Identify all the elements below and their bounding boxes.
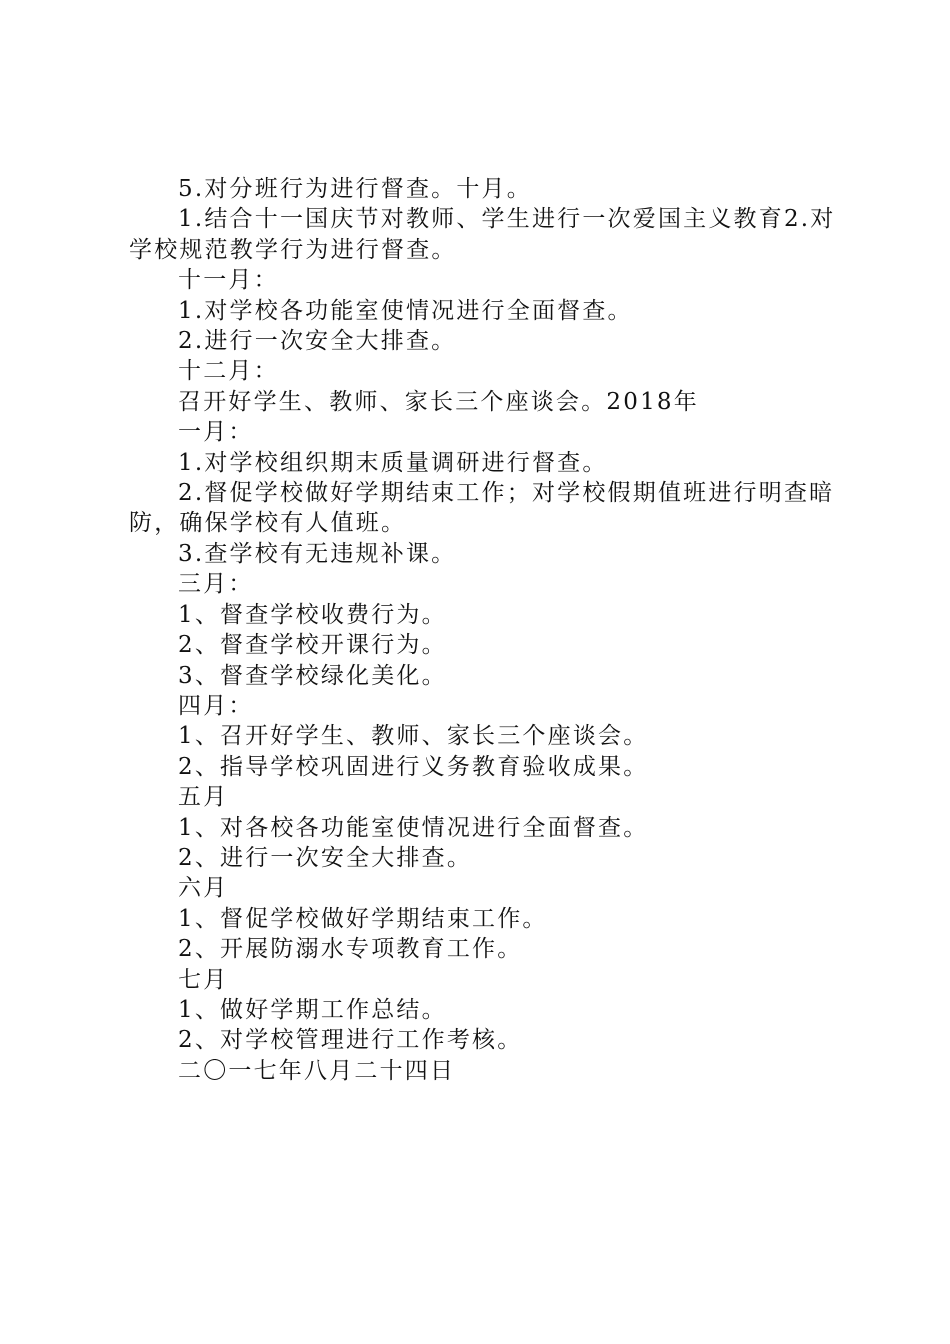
paragraph: 5.对分班行为进行督查。十月。 xyxy=(178,176,532,202)
document-body xyxy=(129,174,839,1086)
paragraph: 1、召开好学生、教师、家长三个座谈会。 xyxy=(178,723,649,750)
paragraph: 十二月： xyxy=(178,358,279,385)
paragraph: 2、督查学校开课行为。 xyxy=(178,632,447,659)
date-line: 二〇一七年八月二十四日 xyxy=(178,1057,456,1084)
paragraph: 五月 xyxy=(178,784,229,811)
paragraph: 一月： xyxy=(178,419,254,446)
paragraph: 3.查学校有无违规补课。 xyxy=(178,540,457,567)
paragraph: 1、做好学期工作总结。 xyxy=(178,996,447,1023)
paragraph: 六月 xyxy=(178,875,229,902)
paragraph: 2.督促学校做好学期结束工作；对学校假期值班进行明查暗防，确保学校有人值班。 xyxy=(129,480,835,537)
paragraph: 1.结合十一国庆节对教师、学生进行一次爱国主义教育2.对学校规范教学行为进行督查。 xyxy=(129,206,836,263)
paragraph: 2、对学校管理进行工作考核。 xyxy=(178,1027,523,1054)
paragraph: 十一月： xyxy=(178,267,279,294)
paragraph: 2、指导学校巩固进行义务教育验收成果。 xyxy=(178,753,649,780)
paragraph: 1、督查学校收费行为。 xyxy=(178,601,447,628)
paragraph: 1.对学校各功能室使情况进行全面督查。 xyxy=(178,297,633,324)
paragraph: 召开好学生、教师、家长三个座谈会。2018年 xyxy=(178,388,699,415)
paragraph: 七月 xyxy=(178,966,229,993)
paragraph: 2、开展防溺水专项教育工作。 xyxy=(178,936,523,963)
paragraph: 1.对学校组织期末质量调研进行督查。 xyxy=(178,449,608,476)
paragraph: 2、进行一次安全大排查。 xyxy=(178,844,473,871)
paragraph: 1、对各校各功能室使情况进行全面督查。 xyxy=(178,814,649,841)
paragraph: 四月： xyxy=(178,692,254,719)
paragraph: 1、督促学校做好学期结束工作。 xyxy=(178,905,548,932)
paragraph: 2.进行一次安全大排查。 xyxy=(178,328,457,355)
paragraph: 3、督查学校绿化美化。 xyxy=(178,662,447,689)
paragraph: 三月： xyxy=(178,571,254,598)
